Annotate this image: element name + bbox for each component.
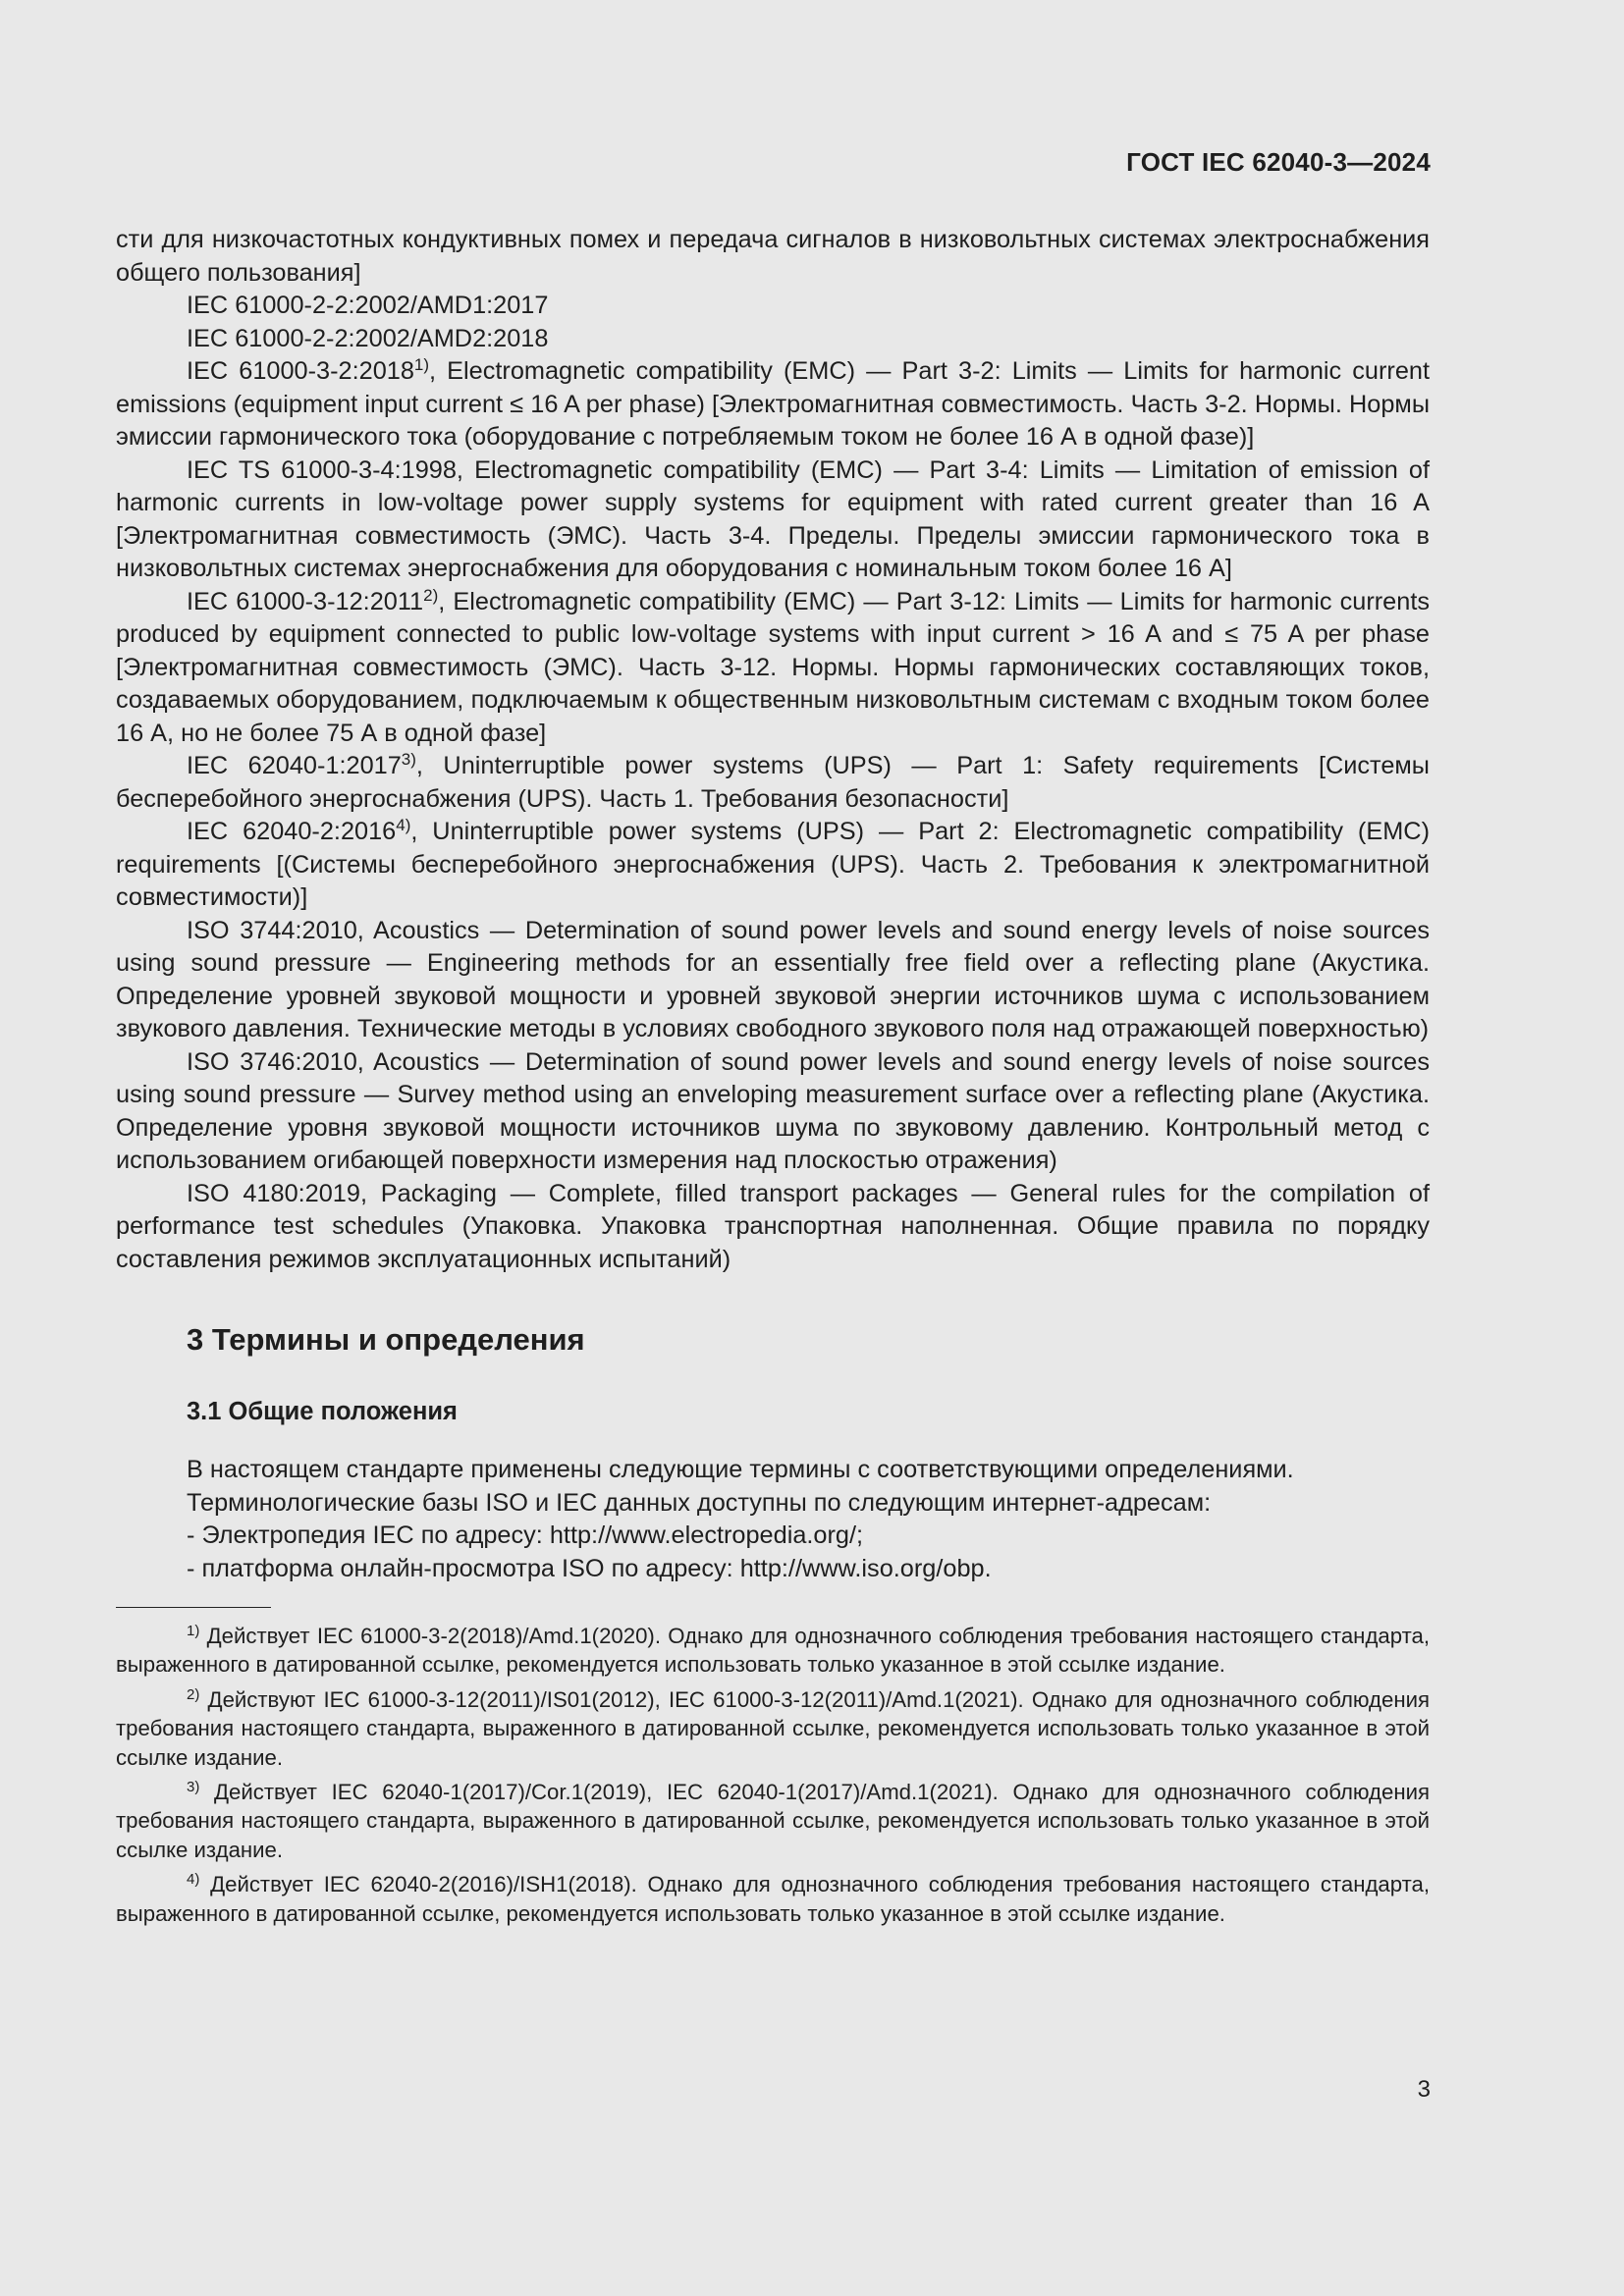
reference-code: IEC 61000-3-2:2018 xyxy=(187,357,414,385)
section-title: 3 Термины и определения xyxy=(187,1322,585,1357)
reference-item: IEC 61000-2-2:2002/AMD1:2017 xyxy=(187,292,549,319)
footnote-text: Действует IEC 62040-2(2016)/ISH1(2018). Однако для однозначного соблюдения требования настоящего стандарта, выраженного в датированной ссылке, рекомендуется использовать только указанное в этой ссылке издание. xyxy=(116,1872,1430,1926)
footnote xyxy=(116,1685,1430,1772)
reference-item xyxy=(116,355,1430,454)
reference-text: , Electromagnetic compatibility (EMC) — Part 3-2: Limits — Limits for harmonic current emissions (equipment input current ≤ 16 A per phase) [Электромагнитная совместимость. Часть 3-2. Нормы. Нормы эмиссии гармонического тока (оборудование с потребляемым током не более 16 А в одной фазе)] xyxy=(116,357,1430,451)
reference-item: IEC 61000-2-2:2002/AMD2:2018 xyxy=(187,324,549,352)
footnote-mark: 2) xyxy=(187,1685,200,1703)
reference-text: , Uninterruptible power systems (UPS) — Part 1: Safety requirements [Системы бесперебойного энергоснабжения (UPS). Часть 1. Требования безопасности] xyxy=(116,752,1430,813)
reference-code: IEC 62040-1:2017 xyxy=(187,752,402,779)
footnote-ref[interactable]: 1) xyxy=(413,355,430,374)
page-content xyxy=(116,224,1430,1934)
footnote-divider xyxy=(116,1607,271,1608)
footnote-mark: 4) xyxy=(187,1871,200,1889)
reference-code: IEC 61000-3-12:2011 xyxy=(187,587,424,615)
list-item-electropedia: - Электропедия IEC по адресу: http://www.electropedia.org/; xyxy=(187,1522,864,1549)
footnote-mark: 3) xyxy=(187,1779,200,1796)
footnote-text: Действует IEC 62040-1(2017)/Cor.1(2019), IEC 62040-1(2017)/Amd.1(2021). Однако для однозначного соблюдения требования настоящего стандарта, выраженного в датированной ссылке, рекомендуется использовать только указанное в этой ссылке издание. xyxy=(116,1780,1430,1862)
reference-item xyxy=(116,816,1430,915)
footnote xyxy=(116,1778,1430,1864)
footnote-text: Действует IEC 61000-3-2(2018)/Amd.1(2020). Однако для однозначного соблюдения требования настоящего стандарта, выраженного в датированной ссылке, рекомендуется использовать только указанное в этой ссылке издание. xyxy=(116,1624,1430,1678)
footnote-ref[interactable]: 4) xyxy=(396,816,411,834)
page-number: 3 xyxy=(1417,2076,1431,2103)
footnote xyxy=(116,1622,1430,1680)
reference-item: ISO 4180:2019, Packaging — Complete, filled transport packages — General rules for the compilation of performance test schedules (Упаковка. Упаковка транспортная наполненная. Общие правила по порядку составления режимов эксплуатационных испытаний) xyxy=(116,1179,1430,1273)
reference-code: IEC 62040-2:2016 xyxy=(187,818,397,845)
reference-item: ISO 3746:2010, Acoustics — Determination of sound power levels and sound energy levels of noise sources using sound pressure — Survey method using an enveloping measurement surface over a reflecting plane (Акустика. Определение уровня звуковой мощности источников шума по звуковому давлению. Контрольный метод с использованием огибающей поверхности измерения над плоскостью отражения) xyxy=(116,1047,1430,1174)
reference-item: IEC TS 61000-3-4:1998, Electromagnetic compatibility (EMC) — Part 3-4: Limits — Limitation of emission of harmonic currents in low-voltage power supply systems for equipment with rated current greater than 16 A [Электромагнитная совместимость (ЭМС). Часть 3-4. Пределы. Пределы эмиссии гармонического тока в низковольтных системах энергоснабжения для оборудования с номинальным током более 16 А] xyxy=(116,455,1430,582)
footnote xyxy=(116,1870,1430,1928)
footnote-ref[interactable]: 2) xyxy=(423,585,439,605)
document-header: ГОСТ IEC 62040-3—2024 xyxy=(1126,147,1431,177)
reference-item xyxy=(116,586,1430,751)
reference-item: ISO 3744:2010, Acoustics — Determination of sound power levels and sound energy levels of noise sources using sound pressure — Engineering methods for an essentially free field over a reflecting plane (Акустика. Определение уровней звуковой мощности и уровней звуковой энергии источников шума с использованием звукового давления. Технические методы в условиях свободного звукового поля над отражающей поверхностью) xyxy=(116,916,1430,1042)
footnote-ref[interactable]: 3) xyxy=(401,750,416,769)
footnote-text: Действуют IEC 61000-3-12(2011)/IS01(2012), IEC 61000-3-12(2011)/Amd.1(2021). Однако для однозначного соблюдения требования настоящего стандарта, выраженного в датированной ссылке, рекомендуется использовать только указанное в этой ссылке издание. xyxy=(116,1686,1430,1770)
section-text: Терминологические базы ISO и IEC данных доступны по следующим интернет-адресам: xyxy=(187,1488,1212,1517)
reference-continuation: сти для низкочастотных кондуктивных помех и передача сигналов в низковольтных системах электроснабжения общего пользования] xyxy=(116,226,1430,287)
reference-text: , Uninterruptible power systems (UPS) — Part 2: Electromagnetic compatibility (EMC) requirements [(Системы бесперебойного энергоснабжения (UPS). Часть 2. Требования к электромагнитной совместимости)] xyxy=(116,818,1430,911)
footnotes xyxy=(116,1622,1430,1928)
subsection-title: 3.1 Общие положения xyxy=(187,1398,458,1425)
section-intro: В настоящем стандарте применены следующие термины с соответствующими определениями. xyxy=(187,1456,1294,1483)
footnote-mark: 1) xyxy=(187,1623,200,1639)
reference-text: , Electromagnetic compatibility (EMC) — Part 3-12: Limits — Limits for harmonic currents produced by equipment connected to public low-voltage systems with input current > 16 A and ≤ 75 A per phase [Электромагнитная совместимость (ЭМС). Часть 3-12. Нормы. Нормы гармонических составляющих токов, создаваемых оборудованием, подключаемым к общественным низковольтным системам с входным током более 16 А, но не более 75 А в одной фазе] xyxy=(116,587,1430,747)
reference-item xyxy=(116,750,1430,816)
list-item-iso-obp: - платформа онлайн-просмотра ISO по адресу: http://www.iso.org/obp. xyxy=(187,1554,992,1582)
